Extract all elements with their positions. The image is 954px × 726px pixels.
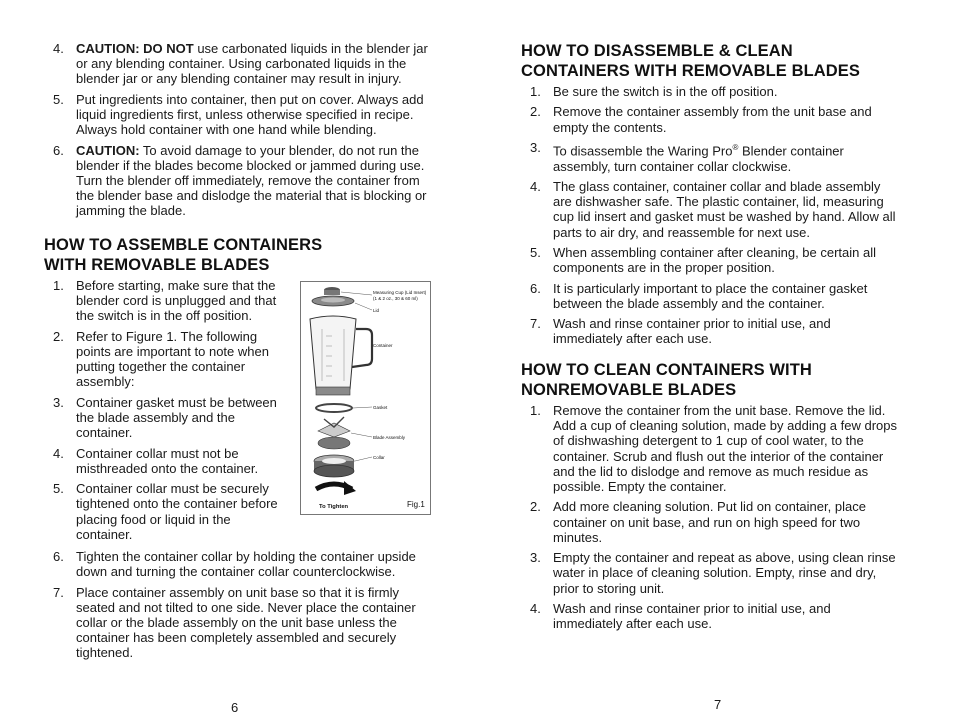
list-item: 1. Remove the container from the unit base. Remove the lid. Add a cup of cleaning solution, made by adding a few drops of dishwashing detergent to 1 cup of cool water, to the container. Scrub and flush out the interior of the container and the lid to dislodge and remove as much residue as possible. Empty the container. xyxy=(530,403,898,495)
figure-frame xyxy=(301,282,431,515)
figure-caption: Fig.1 xyxy=(407,500,425,509)
collar-illustration xyxy=(314,455,354,477)
clean-list xyxy=(525,403,897,637)
list-item: 2. Add more cleaning solution. Put lid on container, place container on unit base, and run on high speed for two minutes. xyxy=(530,499,866,545)
clean-heading: HOW TO CLEAN CONTAINERS WITH NONREMOVABLE BLADES xyxy=(521,361,812,399)
list-item: 3. Empty the container and repeat as above, using clean rinse water in place of cleaning solution. Empty, rinse and dry, prior to storing unit. xyxy=(530,550,896,596)
list-item: 4. CAUTION: DO NOT use carbonated liquids in the blender jar or any blending container. Using carbonated liquids in the blender jar or any blending container may result in injury. xyxy=(53,41,428,87)
list-item: 6. It is particularly important to place the container gasket between the blade assembly and the container. xyxy=(530,280,868,311)
list-item: 2. Remove the container assembly from the unit base and empty the contents. xyxy=(530,104,872,135)
label-to-tighten: To Tighten xyxy=(319,504,349,510)
list-item: 7. Place container assembly on unit base so that it is firmly seated and not tilted to one side. Never place the container collar or the blade assembly on the unit base unless the container has been completely assembled and securely tightened. xyxy=(53,584,416,661)
page-number-left: 6 xyxy=(231,700,239,715)
list-item: 4. Wash and rinse container prior to initial use, and immediately after each use. xyxy=(530,601,831,632)
figure-1-diagram xyxy=(300,281,431,515)
label-measuring-cup-line1: Measuring Cup (Lid Insert) xyxy=(373,290,427,295)
label-container: Container xyxy=(373,343,393,348)
list-item: 6. CAUTION: To avoid damage to your blender, do not run the blender if the blades become blocked or jammed during use. Turn the blender off immediately, remove the container from the blender base and dislodge the material that is blocking or jamming the blade. xyxy=(53,142,427,219)
list-item: 5. Container collar must be securely tightened onto the container before placing food or liquid in the container. xyxy=(53,481,278,542)
label-gasket: Gasket xyxy=(373,405,388,410)
list-item: 5. When assembling container after cleaning, be certain all components are in the proper position. xyxy=(530,244,877,276)
list-item: 4. Container collar must not be misthreaded onto the container. xyxy=(53,445,259,476)
lid-illustration xyxy=(312,296,354,306)
caution-list xyxy=(48,41,440,224)
disassemble-list xyxy=(525,84,897,352)
assemble-list-short xyxy=(48,278,287,547)
list-item: 1. Be sure the switch is in the off position. xyxy=(530,84,778,99)
label-measuring-cup-line2: (1 & 2 oz., 30 & 60 ml) xyxy=(373,296,418,301)
list-item: 3. Container gasket must be between the blade assembly and the container. xyxy=(53,394,277,441)
list-item: 2. Refer to Figure 1. The following points are important to note when putting together the container assembly: xyxy=(53,328,269,390)
assemble-heading: HOW TO ASSEMBLE CONTAINERS WITH REMOVABLE BLADES xyxy=(44,236,323,274)
label-blade-assembly: Blade Assembly xyxy=(373,435,406,440)
list-item: 7. Wash and rinse container prior to initial use, and immediately after each use. xyxy=(530,316,831,347)
list-item: 5. Put ingredients into container, then put on cover. Always add liquid ingredients first, unless otherwise specified in recipe. Always hold container with one hand while blending. xyxy=(53,91,424,138)
list-item: 6. Tighten the container collar by holding the container upside down and turning the container collar counterclockwise. xyxy=(53,549,416,580)
assemble-list-wide xyxy=(48,549,440,666)
list-item: 4. The glass container, container collar and blade assembly are dishwasher safe. The plastic container, lid, measuring cup lid insert and gasket must be washed by hand. Allow all parts to air dry, and reassemble for next use. xyxy=(530,178,896,240)
disassemble-heading: HOW TO DISASSEMBLE & CLEAN CONTAINERS WITH REMOVABLE BLADES xyxy=(521,42,861,80)
page-number-right: 7 xyxy=(714,697,722,712)
label-lid: Lid xyxy=(373,308,380,313)
measuring-cup-illustration xyxy=(324,287,340,295)
list-item: 3. To disassemble the Waring Pro® Blender container assembly, turn container collar clockwise. xyxy=(530,139,844,174)
list-item: 1. Before starting, make sure that the blender cord is unplugged and that the switch is in the off position. xyxy=(53,278,277,324)
label-collar: Collar xyxy=(373,455,385,460)
